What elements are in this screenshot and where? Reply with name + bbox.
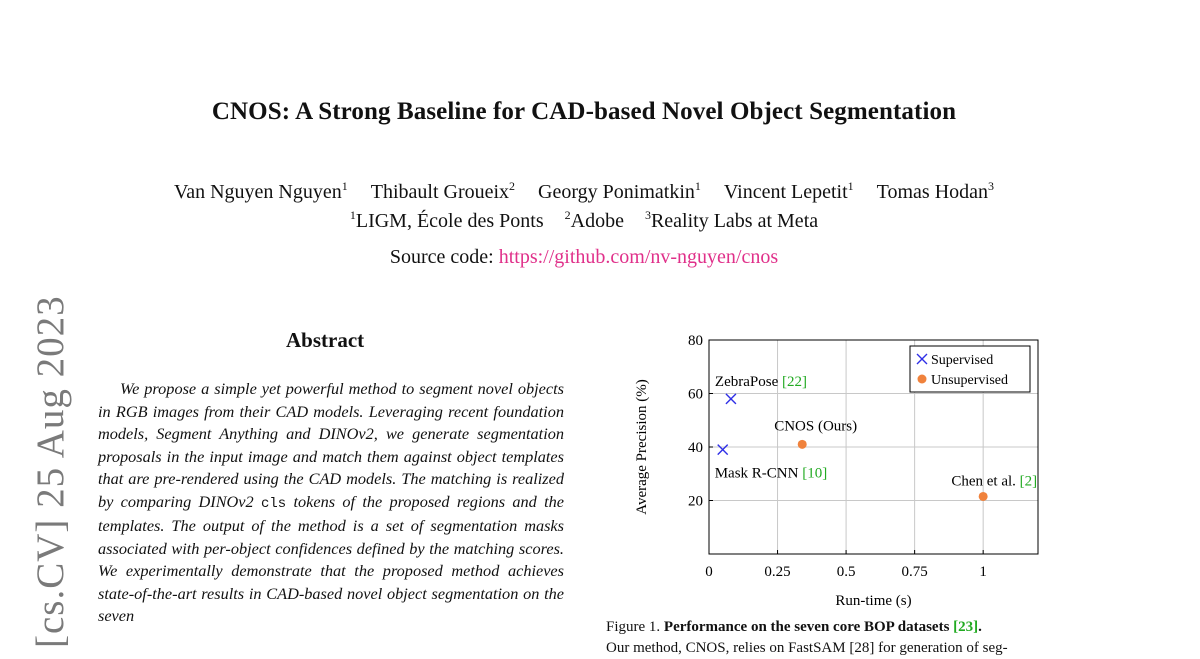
source-code-link[interactable]: https://github.com/nv-nguyen/cnos: [498, 246, 779, 268]
caption-citation[interactable]: [23]: [953, 619, 979, 635]
x-tick-label: 0.5: [836, 564, 856, 580]
y-tick-label: 20: [688, 493, 703, 510]
scatter-plot: [606, 325, 1076, 615]
legend-entry: Supervised: [931, 353, 994, 368]
point-label-name: Mask R-CNN: [714, 465, 799, 482]
point-label: [715, 466, 828, 482]
point-label-name: Chen et al.: [951, 473, 1016, 490]
x-tick-label: 1: [979, 564, 987, 580]
legend-marker-unsupervised: [918, 375, 927, 384]
author: Van Nguyen Nguyen$^1$: [173, 179, 348, 203]
point-label-citation[interactable]: [2]: [1015, 473, 1038, 490]
data-point-supervised: [718, 445, 728, 455]
y-axis-label: Average Precision (%): [634, 379, 650, 515]
abstract-body: [98, 378, 564, 628]
x-tick-label: 0.25: [764, 564, 791, 580]
caption-line-2: Our method, CNOS, relies on FastSAM [28] for generation of seg-: [606, 640, 1008, 656]
y-tick-label: 80: [688, 333, 703, 349]
y-tick-label: 60: [688, 386, 703, 403]
point-label-name: ZebraPose: [714, 373, 779, 390]
data-point-unsupervised: [979, 492, 988, 501]
author: Thibault Groueix$^2$: [370, 179, 516, 203]
paper-title: CNOS: A Strong Baseline for CAD-based Novel Object Segmentation: [211, 98, 957, 125]
caption-prefix: Figure 1.: [606, 619, 661, 635]
point-label-citation[interactable]: [10]: [798, 465, 828, 482]
abstract-paragraph: We propose a simple yet powerful method to segment novel objects in RGB images from their CAD models. Leveraging recent foundation models, Segment Anything and DINOv2, we generate segmentation proposals in the input image and match them against object templates that are pre-rendered using the CAD models. The matching is realized by comparing DINOv2 cls tokens of the proposed regions and the templates. The output of the method is a set of segmentation masks associated with per-object confidences defined by the matching scores. We experimentally demonstrate that the proposed method achieves state-of-the-art results in CAD-based novel object segmentation on the seven: [98, 379, 564, 625]
figure-caption: [606, 617, 1076, 659]
author: Georgy Ponimatkin$^1$: [538, 179, 701, 203]
figure-1-chart: [606, 325, 1076, 620]
abstract-heading: Abstract: [286, 328, 365, 352]
legend-entry: Unsupervised: [931, 373, 1008, 388]
point-label: [774, 418, 857, 434]
source-code-line: [0, 246, 1168, 269]
author-list: [0, 178, 1168, 206]
y-tick-label: 40: [688, 440, 703, 456]
code-token: cls: [260, 495, 287, 512]
x-axis-label: Run-time (s): [835, 593, 912, 609]
point-label: [715, 374, 807, 390]
caption-period: .: [978, 619, 982, 635]
affiliation: $^2$Adobe: [564, 208, 624, 232]
affiliation-list: [0, 207, 1168, 235]
author: Tomas Hodan$^3$: [876, 179, 995, 203]
data-point-supervised: [726, 394, 736, 404]
arxiv-stamp: [cs.CV] 25 Aug 2023: [29, 295, 72, 648]
affiliation: $^3$Reality Labs at Meta: [644, 208, 819, 232]
x-tick-label: 0.75: [901, 564, 928, 580]
source-code-label: Source code:: [389, 246, 494, 268]
point-label: [951, 473, 1037, 489]
data-point-unsupervised: [798, 440, 807, 449]
author: Vincent Lepetit$^1$: [723, 179, 854, 203]
caption-bold: Performance on the seven core BOP datasets: [663, 619, 950, 635]
point-label-citation[interactable]: [22]: [778, 373, 807, 390]
point-label-name: CNOS (Ours): [774, 418, 858, 435]
affiliation: $^1$LIGM, École des Ponts: [349, 208, 544, 232]
x-tick-label: 0: [705, 564, 713, 580]
